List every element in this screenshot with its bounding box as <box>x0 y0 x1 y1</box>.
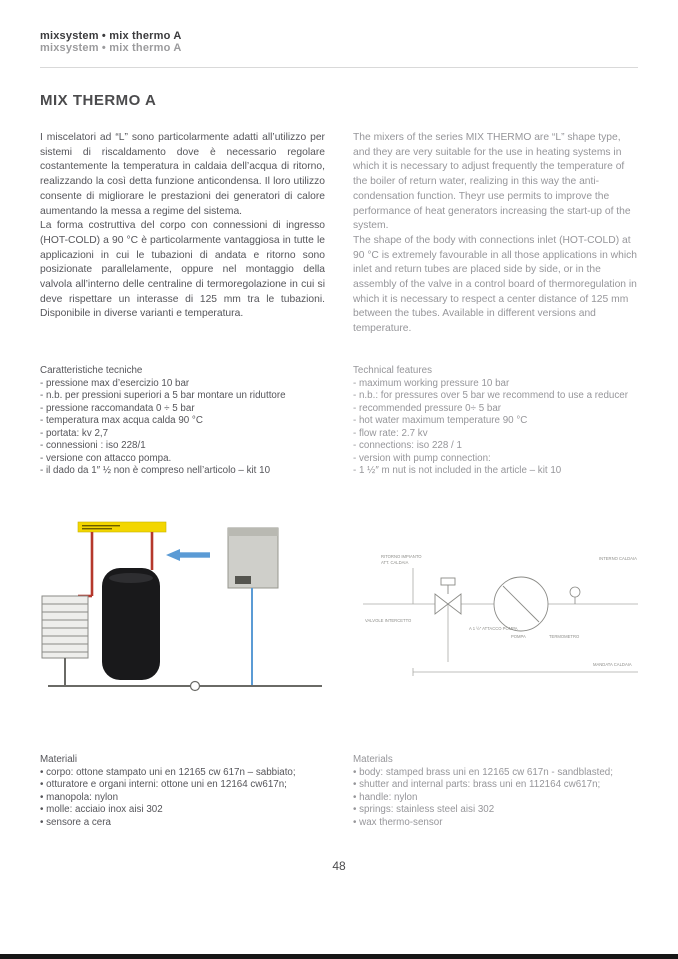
material-item: • molle: acciaio inox aisi 302 <box>40 804 163 816</box>
tech-specs-it-title: Caratteristiche tecniche <box>40 364 143 376</box>
materials-section <box>40 754 638 830</box>
spec-item: - n.b. per pressioni superiori a 5 bar montare un riduttore <box>40 390 286 402</box>
diagram-label: POMPA <box>511 633 526 639</box>
spec-item: - 1 ½″ m nut is not included in the article – kit 10 <box>353 465 562 477</box>
page-title: MIX THERMO A <box>40 92 157 109</box>
spec-item: - versione con attacco pompa. <box>40 452 172 464</box>
valve-scheme-diagram <box>353 544 638 699</box>
spec-item: - portata: kv 2,7 <box>40 427 109 439</box>
radiator <box>42 596 88 658</box>
intro-it-paragraph-1: I miscelatori ad “L” sono particolarmente adatti all’utilizzo per sistemi di riscaldamento dove è necessario regolare costantemente la temperatura in caldaia dell’acqua di ritorno, realizzando la così detta funzione anticondensa. Il loro utilizzo consente di migliorare le prestazioni dei generatori di calore aumentando la messa a regime del sistema. <box>40 132 325 217</box>
valve-symbol <box>191 681 200 690</box>
material-item: • manopola: nylon <box>40 791 119 803</box>
material-item: • otturatore e organi interni: ottone uni en 12164 cw617n; <box>40 779 287 791</box>
spec-item: - connessioni : iso 228/1 <box>40 440 146 452</box>
header-line-1: mixsystem • mix thermo A <box>40 30 182 42</box>
pump-symbol <box>494 577 548 631</box>
thermometer-symbol <box>570 587 580 604</box>
spec-item: - temperatura max acqua calda 90 °C <box>40 415 203 427</box>
page-header <box>40 30 638 68</box>
spec-item: - recommended pressure 0÷ 5 bar <box>353 402 502 414</box>
materials-it-list <box>40 767 325 830</box>
spec-item: - hot water maximum temperature 90 °C <box>353 415 528 427</box>
material-item: • springs: stainless steel aisi 302 <box>353 804 495 816</box>
tech-specs-english <box>353 365 638 478</box>
diagram-label: VALVOLE INTERCETTO <box>365 617 412 623</box>
spec-item: - maximum working pressure 10 bar <box>353 377 510 389</box>
material-item: • body: stamped brass uni en 12165 cw 617n - sandblasted; <box>353 766 613 778</box>
page-bottom-edge <box>0 954 678 959</box>
material-item: • shutter and internal parts: brass uni en 112164 cw617n; <box>353 779 601 791</box>
storage-tank <box>102 568 160 680</box>
material-item: • sensore a cera <box>40 816 111 828</box>
flow-arrow <box>180 552 210 557</box>
intro-it-paragraph-2: La forma costruttiva del corpo con connessioni di ingresso (HOT-COLD) a 90 °C è particolarmente vantaggiosa in tutte le applicazioni in cui le tubazioni di andata e ritorno sono posizionate parallelamente, oppure nel montaggio della valvola all’interno delle centraline di termoregolazione in cui si deve rispettare un interasse di 125 mm tra le tubazioni. Disponibile in diverse varianti e temperatura. <box>40 220 325 320</box>
spec-item: - pressione raccomandata 0 ÷ 5 bar <box>40 402 195 414</box>
diagram-label: MANDATA CALDAIA <box>593 661 632 667</box>
materials-english <box>353 754 638 830</box>
intro-en-paragraph-2: The shape of the body with connections inlet (HOT-COLD) at 90 °C is extremely favourable in all those applications in which inlet and return tubes are placed side by side, or in the assembly of the valve in a control board of thermoregulation in which it is necessary to respect a center distance of 125 mm between the tubes. Available in different versions and temperature. <box>353 234 637 335</box>
technical-specs-section <box>40 365 638 478</box>
diagram-label: INTERNO CALDAIA <box>599 555 637 561</box>
header-line-2: mixsystem • mix thermo A <box>40 42 182 54</box>
material-item: • wax thermo-sensor <box>353 816 443 828</box>
materials-italian <box>40 754 325 830</box>
heating-system-diagram <box>40 518 325 723</box>
diagram-label: RITORNO IMPIANTO <box>381 553 422 559</box>
label-text-line <box>82 525 120 526</box>
materials-en-title: Materials <box>353 753 393 765</box>
header-divider <box>40 67 638 68</box>
material-item: • corpo: ottone stampato uni en 12165 cw 617n – sabbiato; <box>40 766 296 778</box>
tech-specs-en-title: Technical features <box>353 364 432 376</box>
diagram-label: A 1 ½″ ATTACCO POMPA <box>469 625 518 631</box>
spec-item: - flow rate: 2.7 kv <box>353 427 428 439</box>
intro-en-paragraph-1: The mixers of the series MIX THERMO are “L” shape type, and they are very suitable for the use in heating systems in which it is necessary to adjust frequently the temperature of the boiler of return water, realizing in this way the anti-condensation function. Theyr use permits to improve the performance of heat generators increasing the start-up of the system. <box>353 132 631 232</box>
label-text-line <box>82 528 112 529</box>
spec-item: - n.b.: for pressures over 5 bar we recommend to use a reducer <box>353 390 628 402</box>
tech-specs-en-list <box>353 378 638 478</box>
tech-specs-italian <box>40 365 325 478</box>
spec-item: - pressione max d’esercizio 10 bar <box>40 377 190 389</box>
page-number: 48 <box>332 859 346 874</box>
spec-item: - il dado da 1″ ½ non è compreso nell’articolo – kit 10 <box>40 465 271 477</box>
materials-it-title: Materiali <box>40 753 78 765</box>
diagram-label: TERMOMETRO <box>549 633 580 639</box>
diagram-label: ATT. CALDAIA <box>381 559 409 565</box>
tech-specs-it-list <box>40 378 325 478</box>
flow-arrow <box>166 549 180 561</box>
wall-boiler <box>228 528 278 588</box>
intro-english <box>353 131 638 337</box>
system-illustration <box>40 518 325 728</box>
figures-section <box>40 518 638 728</box>
material-item: • handle: nylon <box>353 791 418 803</box>
warning-label <box>78 522 166 532</box>
spec-item: - version with pump connection: <box>353 452 491 464</box>
intro-italian <box>40 131 325 337</box>
materials-en-list <box>353 767 638 830</box>
intro-section <box>40 131 638 337</box>
spec-item: - connections: iso 228 / 1 <box>353 440 462 452</box>
valve-technical-drawing <box>353 544 638 704</box>
